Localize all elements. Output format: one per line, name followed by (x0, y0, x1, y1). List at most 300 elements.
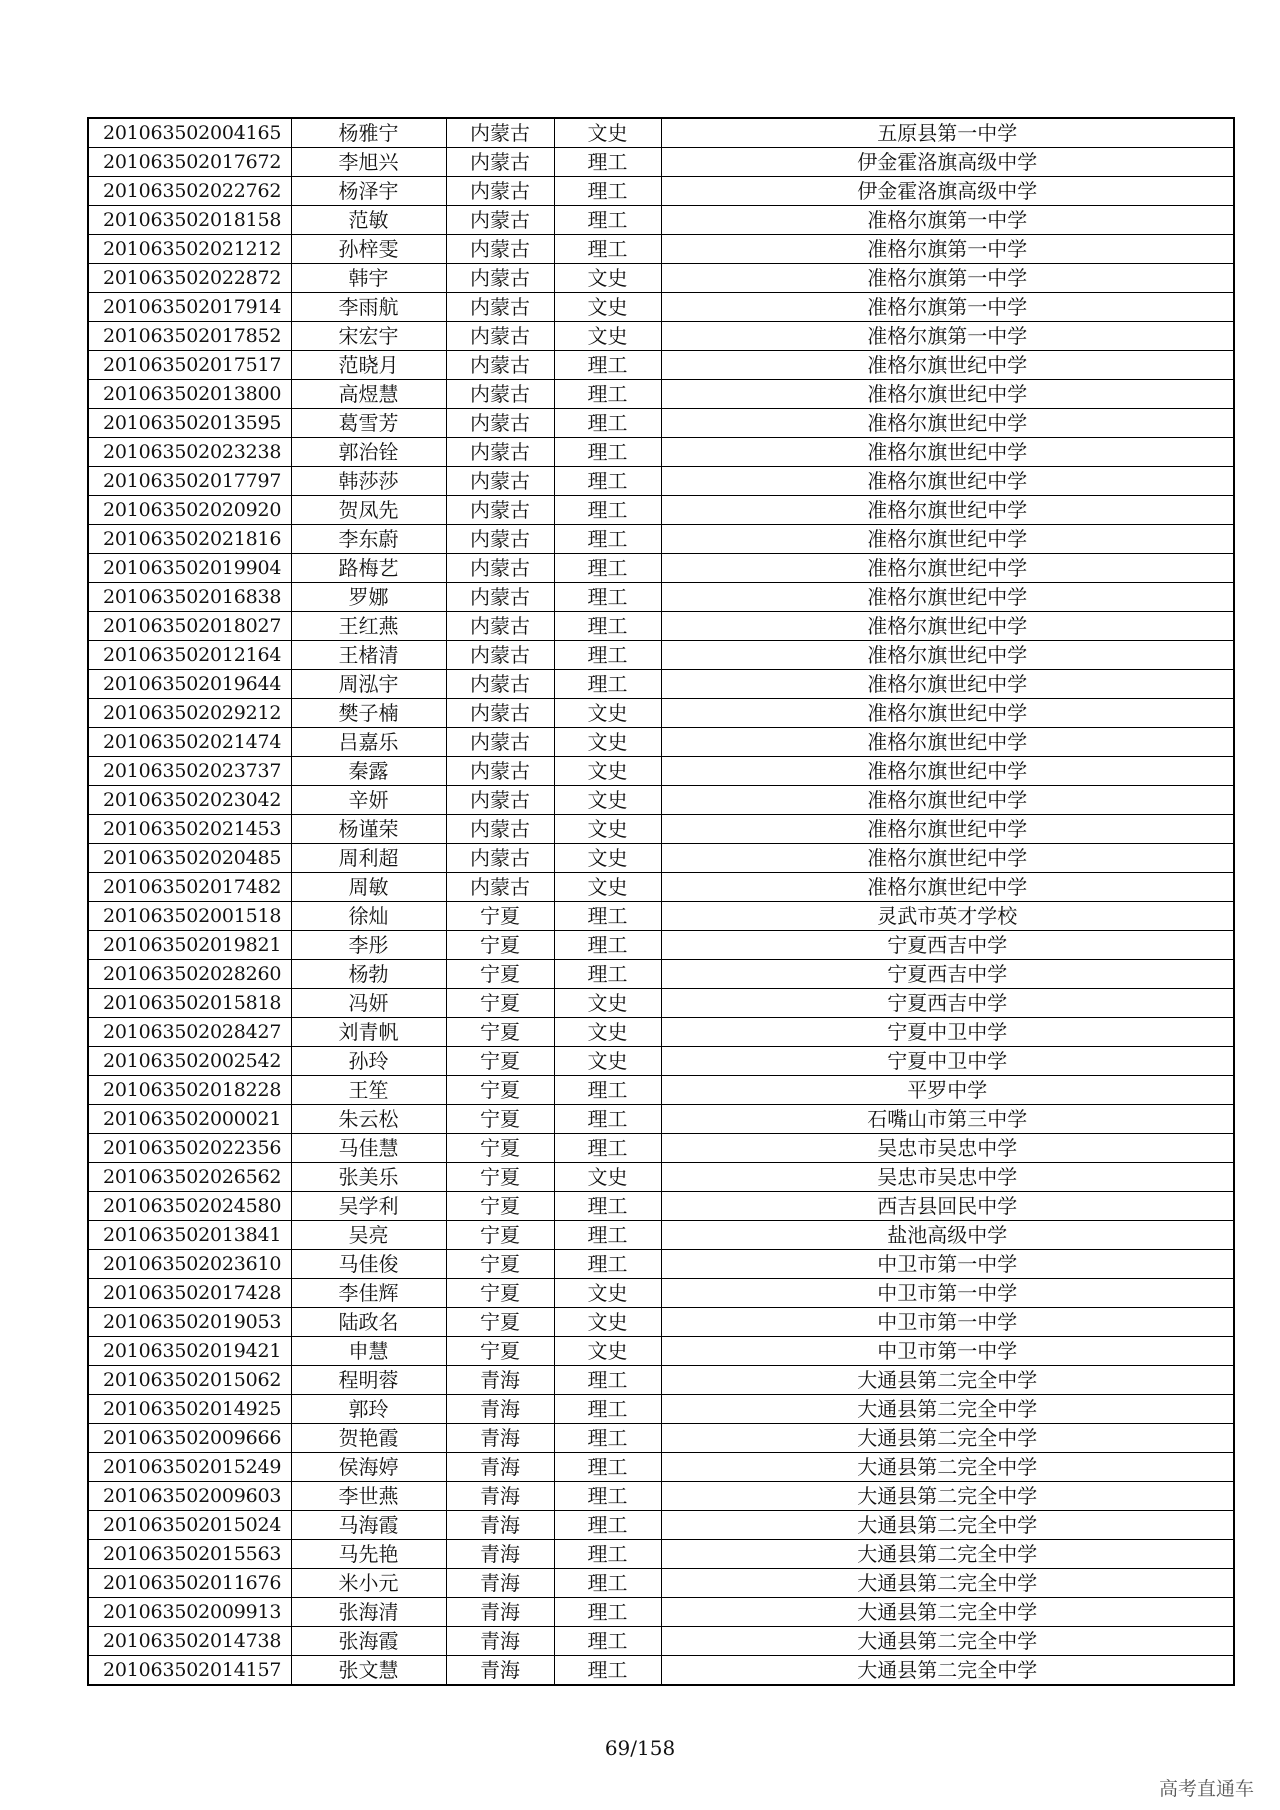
table-row (88, 1598, 1234, 1627)
exam-id-cell: 201063502012164 (88, 641, 291, 670)
table-row (88, 1511, 1234, 1540)
student-name-cell: 贺艳霞 (291, 1424, 446, 1453)
table-row (88, 1105, 1234, 1134)
school-name-cell: 准格尔旗世纪中学 (661, 612, 1234, 641)
school-name-cell: 大通县第二完全中学 (661, 1482, 1234, 1511)
exam-id-cell: 201063502017852 (88, 322, 291, 351)
subject-track-cell: 理工 (554, 380, 661, 409)
table-row (88, 989, 1234, 1018)
province-cell: 内蒙古 (446, 351, 554, 380)
exam-id-cell: 201063502017517 (88, 351, 291, 380)
subject-track-cell: 文史 (554, 1337, 661, 1366)
exam-id-cell: 201063502015818 (88, 989, 291, 1018)
province-cell: 宁夏 (446, 960, 554, 989)
subject-track-cell: 文史 (554, 118, 661, 148)
exam-id-cell: 201063502023238 (88, 438, 291, 467)
student-name-cell: 马佳俊 (291, 1250, 446, 1279)
subject-track-cell: 理工 (554, 351, 661, 380)
table-row (88, 931, 1234, 960)
subject-track-cell: 理工 (554, 612, 661, 641)
student-name-cell: 马海霞 (291, 1511, 446, 1540)
province-cell: 内蒙古 (446, 815, 554, 844)
school-name-cell: 灵武市英才学校 (661, 902, 1234, 931)
province-cell: 宁夏 (446, 1192, 554, 1221)
province-cell: 青海 (446, 1482, 554, 1511)
school-name-cell: 准格尔旗世纪中学 (661, 351, 1234, 380)
exam-id-cell: 201063502020485 (88, 844, 291, 873)
province-cell: 内蒙古 (446, 873, 554, 902)
school-name-cell: 准格尔旗世纪中学 (661, 728, 1234, 757)
exam-id-cell: 201063502023610 (88, 1250, 291, 1279)
subject-track-cell: 理工 (554, 1598, 661, 1627)
exam-id-cell: 201063502028260 (88, 960, 291, 989)
exam-id-cell: 201063502014925 (88, 1395, 291, 1424)
province-cell: 内蒙古 (446, 670, 554, 699)
subject-track-cell: 理工 (554, 1627, 661, 1656)
school-name-cell: 大通县第二完全中学 (661, 1569, 1234, 1598)
student-name-cell: 王笙 (291, 1076, 446, 1105)
exam-id-cell: 201063502023737 (88, 757, 291, 786)
student-name-cell: 贺凤先 (291, 496, 446, 525)
school-name-cell: 准格尔旗第一中学 (661, 206, 1234, 235)
page-number: 69/158 (604, 1736, 676, 1760)
school-name-cell: 宁夏西吉中学 (661, 989, 1234, 1018)
province-cell: 宁夏 (446, 1250, 554, 1279)
exam-id-cell: 201063502018158 (88, 206, 291, 235)
exam-id-cell: 201063502020920 (88, 496, 291, 525)
exam-id-cell: 201063502017482 (88, 873, 291, 902)
student-name-cell: 周泓宇 (291, 670, 446, 699)
student-name-cell: 路梅艺 (291, 554, 446, 583)
exam-id-cell: 201063502019904 (88, 554, 291, 583)
table-row (88, 583, 1234, 612)
table-row (88, 351, 1234, 380)
province-cell: 内蒙古 (446, 728, 554, 757)
table-row (88, 1163, 1234, 1192)
subject-track-cell: 文史 (554, 322, 661, 351)
school-name-cell: 大通县第二完全中学 (661, 1511, 1234, 1540)
province-cell: 青海 (446, 1569, 554, 1598)
province-cell: 青海 (446, 1656, 554, 1686)
table-row (88, 1453, 1234, 1482)
student-name-cell: 吴学利 (291, 1192, 446, 1221)
exam-id-cell: 201063502022762 (88, 177, 291, 206)
subject-track-cell: 理工 (554, 554, 661, 583)
table-row (88, 1424, 1234, 1453)
province-cell: 青海 (446, 1511, 554, 1540)
province-cell: 内蒙古 (446, 757, 554, 786)
province-cell: 内蒙古 (446, 525, 554, 554)
school-name-cell: 宁夏西吉中学 (661, 960, 1234, 989)
school-name-cell: 准格尔旗第一中学 (661, 293, 1234, 322)
subject-track-cell: 文史 (554, 873, 661, 902)
exam-id-cell: 201063502013800 (88, 380, 291, 409)
school-name-cell: 平罗中学 (661, 1076, 1234, 1105)
table-row (88, 1308, 1234, 1337)
student-name-cell: 樊子楠 (291, 699, 446, 728)
school-name-cell: 宁夏中卫中学 (661, 1047, 1234, 1076)
student-name-cell: 王红燕 (291, 612, 446, 641)
school-name-cell: 准格尔旗世纪中学 (661, 554, 1234, 583)
student-name-cell: 李雨航 (291, 293, 446, 322)
province-cell: 内蒙古 (446, 118, 554, 148)
exam-id-cell: 201063502015563 (88, 1540, 291, 1569)
province-cell: 内蒙古 (446, 409, 554, 438)
exam-id-cell: 201063502022872 (88, 264, 291, 293)
school-name-cell: 准格尔旗世纪中学 (661, 699, 1234, 728)
subject-track-cell: 理工 (554, 438, 661, 467)
province-cell: 内蒙古 (446, 322, 554, 351)
subject-track-cell: 文史 (554, 728, 661, 757)
exam-id-cell: 201063502015062 (88, 1366, 291, 1395)
province-cell: 宁夏 (446, 1047, 554, 1076)
subject-track-cell: 文史 (554, 989, 661, 1018)
table-row (88, 322, 1234, 351)
table-row (88, 815, 1234, 844)
student-name-cell: 周敏 (291, 873, 446, 902)
student-name-cell: 申慧 (291, 1337, 446, 1366)
school-name-cell: 大通县第二完全中学 (661, 1540, 1234, 1569)
student-name-cell: 李旭兴 (291, 148, 446, 177)
subject-track-cell: 理工 (554, 1395, 661, 1424)
school-name-cell: 大通县第二完全中学 (661, 1424, 1234, 1453)
subject-track-cell: 理工 (554, 960, 661, 989)
school-name-cell: 中卫市第一中学 (661, 1337, 1234, 1366)
subject-track-cell: 理工 (554, 1453, 661, 1482)
exam-id-cell: 201063502009666 (88, 1424, 291, 1453)
province-cell: 内蒙古 (446, 264, 554, 293)
student-name-cell: 韩宇 (291, 264, 446, 293)
subject-track-cell: 理工 (554, 1366, 661, 1395)
province-cell: 宁夏 (446, 1308, 554, 1337)
subject-track-cell: 文史 (554, 757, 661, 786)
table-row (88, 1656, 1234, 1686)
student-name-cell: 李东蔚 (291, 525, 446, 554)
table-row (88, 1366, 1234, 1395)
exam-id-cell: 201063502021816 (88, 525, 291, 554)
table-row (88, 525, 1234, 554)
subject-track-cell: 理工 (554, 177, 661, 206)
subject-track-cell: 理工 (554, 1482, 661, 1511)
province-cell: 宁夏 (446, 902, 554, 931)
subject-track-cell: 理工 (554, 1221, 661, 1250)
subject-track-cell: 文史 (554, 1163, 661, 1192)
exam-id-cell: 201063502019421 (88, 1337, 291, 1366)
exam-id-cell: 201063502009913 (88, 1598, 291, 1627)
student-name-cell: 李佳辉 (291, 1279, 446, 1308)
student-name-cell: 张文慧 (291, 1656, 446, 1686)
subject-track-cell: 文史 (554, 1047, 661, 1076)
table-row (88, 235, 1234, 264)
school-name-cell: 吴忠市吴忠中学 (661, 1134, 1234, 1163)
school-name-cell: 伊金霍洛旗高级中学 (661, 148, 1234, 177)
student-name-cell: 侯海婷 (291, 1453, 446, 1482)
table-row (88, 757, 1234, 786)
subject-track-cell: 文史 (554, 1018, 661, 1047)
student-name-cell: 杨雅宁 (291, 118, 446, 148)
exam-id-cell: 201063502011676 (88, 1569, 291, 1598)
student-name-cell: 陆政名 (291, 1308, 446, 1337)
exam-id-cell: 201063502019053 (88, 1308, 291, 1337)
exam-id-cell: 201063502013841 (88, 1221, 291, 1250)
table-row (88, 293, 1234, 322)
subject-track-cell: 理工 (554, 467, 661, 496)
subject-track-cell: 理工 (554, 525, 661, 554)
school-name-cell: 伊金霍洛旗高级中学 (661, 177, 1234, 206)
exam-id-cell: 201063502023042 (88, 786, 291, 815)
student-name-cell: 杨泽宇 (291, 177, 446, 206)
student-name-cell: 程明蓉 (291, 1366, 446, 1395)
subject-track-cell: 理工 (554, 641, 661, 670)
exam-id-cell: 201063502018027 (88, 612, 291, 641)
exam-id-cell: 201063502018228 (88, 1076, 291, 1105)
table-row (88, 873, 1234, 902)
subject-track-cell: 文史 (554, 1279, 661, 1308)
subject-track-cell: 理工 (554, 1192, 661, 1221)
province-cell: 内蒙古 (446, 786, 554, 815)
province-cell: 内蒙古 (446, 467, 554, 496)
province-cell: 宁夏 (446, 1337, 554, 1366)
table-row (88, 612, 1234, 641)
school-name-cell: 五原县第一中学 (661, 118, 1234, 148)
province-cell: 内蒙古 (446, 206, 554, 235)
table-row (88, 670, 1234, 699)
table-row (88, 960, 1234, 989)
student-name-cell: 吴亮 (291, 1221, 446, 1250)
table-row (88, 1221, 1234, 1250)
school-name-cell: 准格尔旗世纪中学 (661, 844, 1234, 873)
student-name-cell: 范晓月 (291, 351, 446, 380)
province-cell: 内蒙古 (446, 554, 554, 583)
school-name-cell: 准格尔旗世纪中学 (661, 583, 1234, 612)
subject-track-cell: 理工 (554, 1076, 661, 1105)
exam-id-cell: 201063502004165 (88, 118, 291, 148)
school-name-cell: 准格尔旗世纪中学 (661, 757, 1234, 786)
subject-track-cell: 文史 (554, 264, 661, 293)
province-cell: 内蒙古 (446, 235, 554, 264)
province-cell: 内蒙古 (446, 612, 554, 641)
school-name-cell: 宁夏中卫中学 (661, 1018, 1234, 1047)
student-name-cell: 朱云松 (291, 1105, 446, 1134)
school-name-cell: 大通县第二完全中学 (661, 1656, 1234, 1686)
exam-id-cell: 201063502019644 (88, 670, 291, 699)
school-name-cell: 中卫市第一中学 (661, 1250, 1234, 1279)
subject-track-cell: 理工 (554, 931, 661, 960)
province-cell: 宁夏 (446, 989, 554, 1018)
school-name-cell: 准格尔旗世纪中学 (661, 815, 1234, 844)
school-name-cell: 大通县第二完全中学 (661, 1453, 1234, 1482)
table-row (88, 467, 1234, 496)
school-name-cell: 准格尔旗世纪中学 (661, 409, 1234, 438)
school-name-cell: 准格尔旗世纪中学 (661, 525, 1234, 554)
province-cell: 内蒙古 (446, 438, 554, 467)
province-cell: 内蒙古 (446, 844, 554, 873)
table-row (88, 699, 1234, 728)
school-name-cell: 大通县第二完全中学 (661, 1366, 1234, 1395)
table-body (88, 118, 1234, 1685)
watermark-text: 高考直通车 (1158, 1778, 1254, 1800)
student-name-cell: 周利超 (291, 844, 446, 873)
student-name-cell: 张美乐 (291, 1163, 446, 1192)
school-name-cell: 准格尔旗世纪中学 (661, 670, 1234, 699)
province-cell: 内蒙古 (446, 148, 554, 177)
student-name-cell: 李彤 (291, 931, 446, 960)
student-name-cell: 秦露 (291, 757, 446, 786)
school-name-cell: 盐池高级中学 (661, 1221, 1234, 1250)
table-row (88, 1540, 1234, 1569)
table-row (88, 1134, 1234, 1163)
table-row (88, 496, 1234, 525)
subject-track-cell: 理工 (554, 670, 661, 699)
table-row (88, 1627, 1234, 1656)
exam-id-cell: 201063502022356 (88, 1134, 291, 1163)
table-row (88, 1482, 1234, 1511)
province-cell: 宁夏 (446, 1134, 554, 1163)
subject-track-cell: 理工 (554, 496, 661, 525)
student-name-cell: 马佳慧 (291, 1134, 446, 1163)
table-row (88, 1192, 1234, 1221)
school-name-cell: 准格尔旗世纪中学 (661, 641, 1234, 670)
province-cell: 青海 (446, 1366, 554, 1395)
school-name-cell: 准格尔旗第一中学 (661, 264, 1234, 293)
exam-id-cell: 201063502017797 (88, 467, 291, 496)
table-row (88, 641, 1234, 670)
student-name-cell: 高煜慧 (291, 380, 446, 409)
exam-id-cell: 201063502019821 (88, 931, 291, 960)
province-cell: 内蒙古 (446, 699, 554, 728)
province-cell: 内蒙古 (446, 641, 554, 670)
exam-id-cell: 201063502009603 (88, 1482, 291, 1511)
student-list-table (87, 117, 1235, 1686)
exam-id-cell: 201063502024580 (88, 1192, 291, 1221)
table-row (88, 554, 1234, 583)
school-name-cell: 吴忠市吴忠中学 (661, 1163, 1234, 1192)
exam-id-cell: 201063502002542 (88, 1047, 291, 1076)
student-name-cell: 孙玲 (291, 1047, 446, 1076)
student-name-cell: 郭玲 (291, 1395, 446, 1424)
province-cell: 内蒙古 (446, 380, 554, 409)
student-name-cell: 孙梓雯 (291, 235, 446, 264)
subject-track-cell: 理工 (554, 1540, 661, 1569)
table-row (88, 1047, 1234, 1076)
province-cell: 青海 (446, 1424, 554, 1453)
exam-id-cell: 201063502014738 (88, 1627, 291, 1656)
school-name-cell: 准格尔旗世纪中学 (661, 467, 1234, 496)
school-name-cell: 准格尔旗世纪中学 (661, 786, 1234, 815)
subject-track-cell: 理工 (554, 583, 661, 612)
province-cell: 青海 (446, 1540, 554, 1569)
table-row (88, 1076, 1234, 1105)
school-name-cell: 准格尔旗世纪中学 (661, 438, 1234, 467)
subject-track-cell: 理工 (554, 1656, 661, 1686)
exam-id-cell: 201063502021474 (88, 728, 291, 757)
subject-track-cell: 文史 (554, 293, 661, 322)
table-row (88, 438, 1234, 467)
table-row (88, 902, 1234, 931)
exam-id-cell: 201063502000021 (88, 1105, 291, 1134)
subject-track-cell: 文史 (554, 844, 661, 873)
subject-track-cell: 文史 (554, 1308, 661, 1337)
exam-id-cell: 201063502015249 (88, 1453, 291, 1482)
exam-id-cell: 201063502026562 (88, 1163, 291, 1192)
subject-track-cell: 理工 (554, 1105, 661, 1134)
table-row (88, 409, 1234, 438)
table-row (88, 148, 1234, 177)
table-row (88, 177, 1234, 206)
exam-id-cell: 201063502015024 (88, 1511, 291, 1540)
province-cell: 宁夏 (446, 1105, 554, 1134)
subject-track-cell: 理工 (554, 1424, 661, 1453)
table-row (88, 118, 1234, 148)
province-cell: 宁夏 (446, 931, 554, 960)
subject-track-cell: 理工 (554, 1250, 661, 1279)
student-name-cell: 张海清 (291, 1598, 446, 1627)
school-name-cell: 中卫市第一中学 (661, 1308, 1234, 1337)
exam-id-cell: 201063502014157 (88, 1656, 291, 1686)
province-cell: 内蒙古 (446, 583, 554, 612)
province-cell: 宁夏 (446, 1163, 554, 1192)
exam-id-cell: 201063502017672 (88, 148, 291, 177)
exam-id-cell: 201063502028427 (88, 1018, 291, 1047)
student-name-cell: 杨谨荣 (291, 815, 446, 844)
student-name-cell: 杨勃 (291, 960, 446, 989)
student-name-cell: 罗娜 (291, 583, 446, 612)
student-name-cell: 葛雪芳 (291, 409, 446, 438)
subject-track-cell: 理工 (554, 1511, 661, 1540)
student-name-cell: 李世燕 (291, 1482, 446, 1511)
school-name-cell: 大通县第二完全中学 (661, 1627, 1234, 1656)
province-cell: 内蒙古 (446, 293, 554, 322)
student-name-cell: 刘青帆 (291, 1018, 446, 1047)
province-cell: 宁夏 (446, 1076, 554, 1105)
subject-track-cell: 理工 (554, 409, 661, 438)
subject-track-cell: 理工 (554, 235, 661, 264)
table-row (88, 206, 1234, 235)
school-name-cell: 准格尔旗第一中学 (661, 322, 1234, 351)
exam-id-cell: 201063502029212 (88, 699, 291, 728)
student-name-cell: 韩莎莎 (291, 467, 446, 496)
school-name-cell: 准格尔旗世纪中学 (661, 496, 1234, 525)
table-row (88, 1018, 1234, 1047)
school-name-cell: 大通县第二完全中学 (661, 1598, 1234, 1627)
table-row (88, 844, 1234, 873)
subject-track-cell: 理工 (554, 148, 661, 177)
student-name-cell: 辛妍 (291, 786, 446, 815)
exam-id-cell: 201063502016838 (88, 583, 291, 612)
school-name-cell: 准格尔旗第一中学 (661, 235, 1234, 264)
province-cell: 宁夏 (446, 1018, 554, 1047)
table-row (88, 1337, 1234, 1366)
exam-id-cell: 201063502017428 (88, 1279, 291, 1308)
table-row (88, 1279, 1234, 1308)
school-name-cell: 准格尔旗世纪中学 (661, 873, 1234, 902)
subject-track-cell: 理工 (554, 1569, 661, 1598)
exam-id-cell: 201063502021453 (88, 815, 291, 844)
exam-id-cell: 201063502013595 (88, 409, 291, 438)
province-cell: 青海 (446, 1598, 554, 1627)
student-name-cell: 徐灿 (291, 902, 446, 931)
school-name-cell: 大通县第二完全中学 (661, 1395, 1234, 1424)
table-row (88, 1569, 1234, 1598)
student-name-cell: 米小元 (291, 1569, 446, 1598)
table-row (88, 380, 1234, 409)
province-cell: 青海 (446, 1453, 554, 1482)
province-cell: 青海 (446, 1627, 554, 1656)
table-row (88, 786, 1234, 815)
school-name-cell: 准格尔旗世纪中学 (661, 380, 1234, 409)
student-name-cell: 范敏 (291, 206, 446, 235)
student-name-cell: 宋宏宇 (291, 322, 446, 351)
